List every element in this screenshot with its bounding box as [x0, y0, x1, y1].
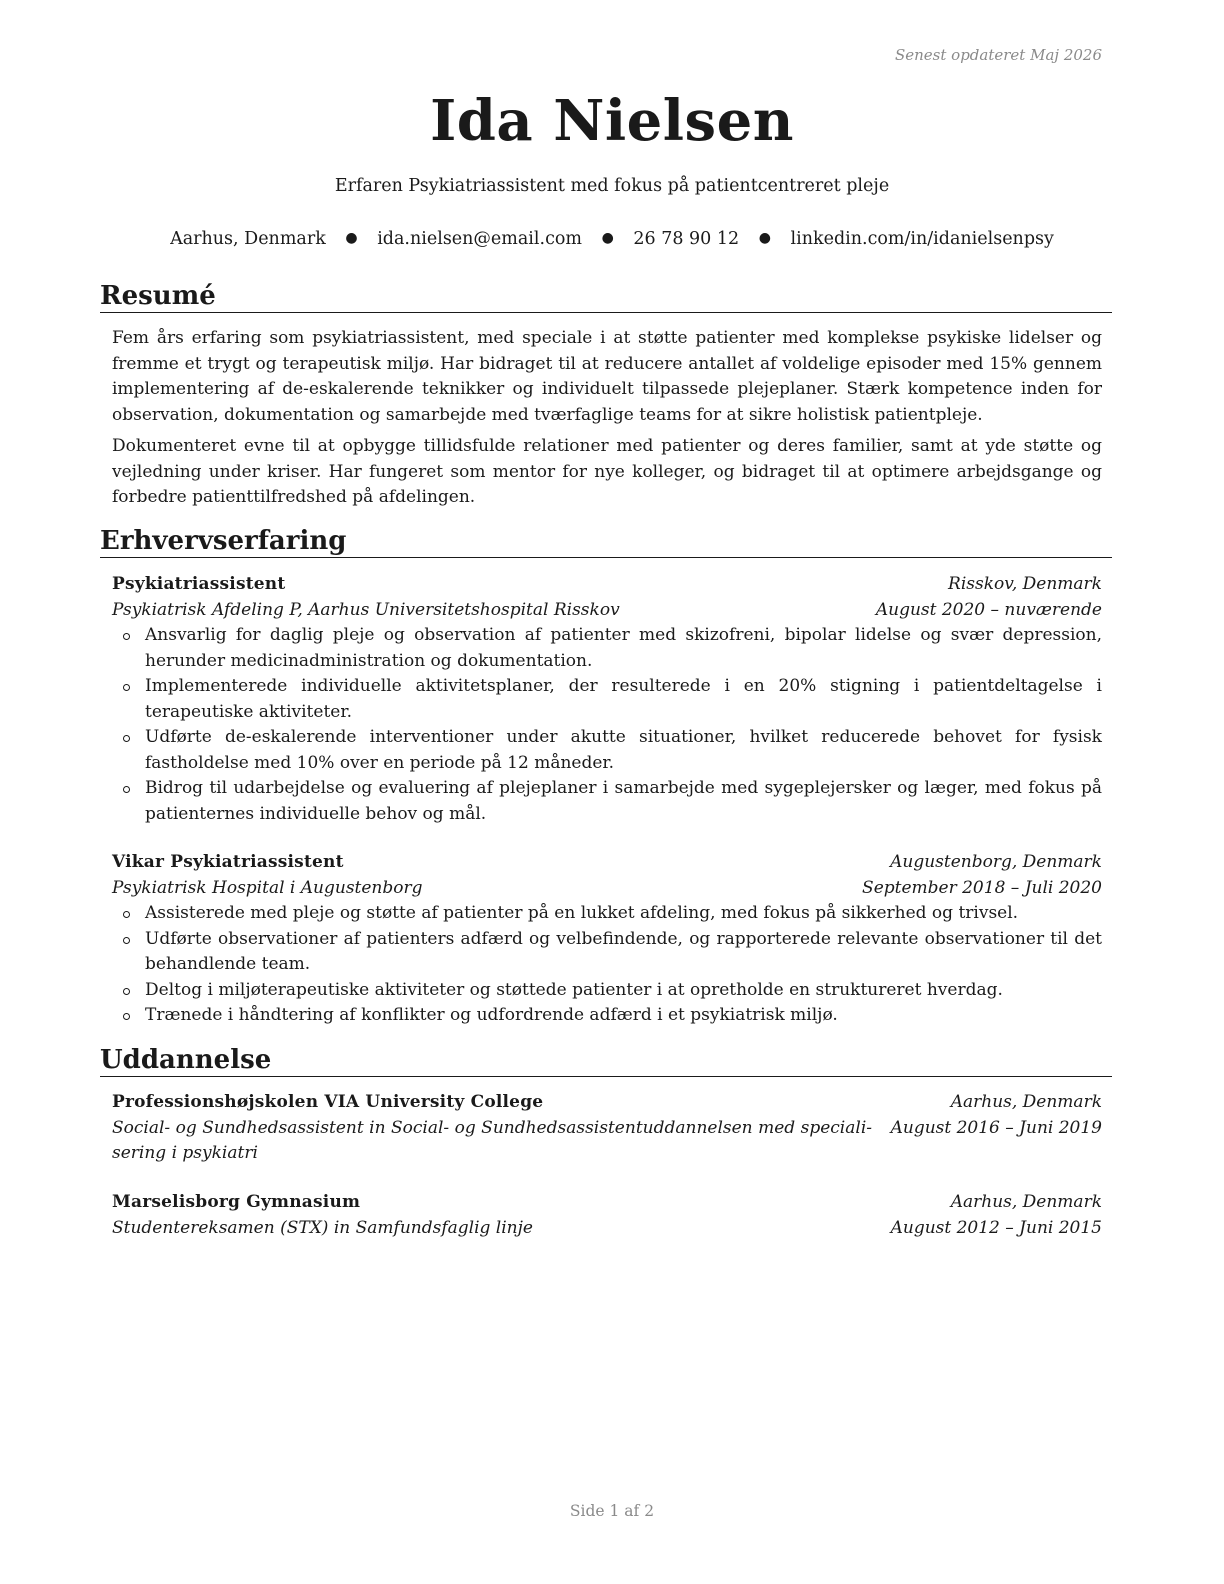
bullet-separator-icon: ● — [758, 230, 771, 246]
circle-bullet-icon — [123, 1013, 130, 1020]
job-title: Vikar Psykiatriassistent — [112, 852, 344, 872]
degree: Studentereksamen (STX) in Samfundsfaglig linje — [112, 1217, 533, 1238]
contact-location: Aarhus, Denmark — [170, 229, 326, 249]
contact-phone: 26 78 90 12 — [633, 229, 740, 249]
circle-bullet-icon — [123, 988, 130, 995]
list-item: Implementerede individuelle aktivitetsplaner, der resulterede i en 20% stigning i patientdeltagelse i terapeutiske aktiviteter. — [112, 674, 1102, 725]
education-entry — [112, 1090, 1102, 1167]
list-item: Ansvarlig for daglig pleje og observation af patienter med skizofreni, bipolar lidelse og svær depression, herunder medicinadministration og dokumentation. — [112, 623, 1102, 674]
job-bullets — [112, 901, 1102, 1029]
bullet-separator-icon: ● — [345, 230, 358, 246]
tagline: Erfaren Psykiatriassistent med fokus på patientcentreret pleje — [334, 176, 890, 196]
school-name: Marselisborg Gymnasium — [112, 1192, 361, 1212]
summary-paragraph: Fem års erfaring som psykiatriassistent, med speciale i at støtte patienter med komplekse psykiske lidelser og fremme et trygt og terapeutisk miljø. Har bidraget til at reducere antallet af voldelige episoder med 15% gennem implementering af de-eskalerende teknikker og individuelt tilpassede plejeplaner. Stærk kompetence inden for observation, dokumentation og samarbejde med tværfaglige teams for at sikre holistisk patientpleje. — [112, 328, 1102, 425]
experience-entry — [112, 572, 1102, 827]
circle-bullet-icon — [123, 911, 130, 918]
circle-bullet-icon — [123, 786, 130, 793]
list-item: Udførte observationer af patienters adfærd og velbefindende, og rapporterede relevante observationer til det behandlende team. — [112, 927, 1102, 978]
contact-linkedin[interactable]: linkedin.com/in/idanielsenpsy — [790, 229, 1054, 249]
job-dates: August 2020 – nuværende — [875, 599, 1102, 620]
job-dates: September 2018 – Juli 2020 — [862, 877, 1102, 898]
experience-entry — [112, 850, 1102, 1029]
circle-bullet-icon — [123, 735, 130, 742]
circle-bullet-icon — [123, 684, 130, 691]
section-title-summary: Resumé — [100, 280, 1112, 313]
contact-email[interactable]: ida.nielsen@email.com — [377, 229, 582, 249]
list-item: Deltog i miljøterapeutiske aktiviteter og støttede patienter i at opretholde en struktureret hverdag. — [112, 978, 1102, 1004]
job-bullets — [112, 623, 1102, 827]
contact-line — [0, 229, 1224, 249]
circle-bullet-icon — [123, 937, 130, 944]
circle-bullet-icon — [123, 633, 130, 640]
list-item: Assisterede med pleje og støtte af patienter på en lukket afdeling, med fokus på sikkerhed og trivsel. — [112, 901, 1102, 927]
summary-text — [112, 326, 1102, 517]
education-dates: August 2012 – Juni 2015 — [890, 1217, 1102, 1238]
school-location: Aarhus, Denmark — [950, 1192, 1102, 1212]
degree: Social- og Sundhedsassistent in Social- og Sundhedsassistentuddannelsen med speciali-sering i psykiatri — [112, 1117, 872, 1163]
job-location: Risskov, Denmark — [948, 574, 1102, 594]
list-item: Bidrog til udarbejdelse og evaluering af plejeplaner i samarbejde med sygeplejersker og læger, med fokus på patienternes individuelle behov og mål. — [112, 776, 1102, 827]
last-updated: Senest opdateret Maj 2026 — [894, 46, 1102, 64]
page-number: Side 1 af 2 — [569, 1502, 655, 1520]
job-title: Psykiatriassistent — [112, 574, 286, 594]
school-name: Professionshøjskolen VIA University College — [112, 1092, 544, 1112]
summary-paragraph: Dokumenteret evne til at opbygge tillidsfulde relationer med patienter og deres familier, samt at yde støtte og vejledning under kriser. Har fungeret som mentor for nye kolleger, og bidraget til at optimere arbejdsgange og forbedre patienttilfredshed på afdelingen. — [112, 436, 1102, 507]
section-title-experience: Erhvervserfaring — [100, 525, 1112, 558]
education-entry — [112, 1190, 1102, 1241]
employer: Psykiatrisk Hospital i Augustenborg — [112, 877, 423, 898]
school-location: Aarhus, Denmark — [950, 1092, 1102, 1112]
job-location: Augustenborg, Denmark — [890, 852, 1102, 872]
education-dates: August 2016 – Juni 2019 — [890, 1117, 1102, 1138]
employer: Psykiatrisk Afdeling P, Aarhus Universitetshospital Risskov — [112, 599, 620, 620]
list-item: Trænede i håndtering af konflikter og udfordrende adfærd i et psykiatrisk miljø. — [112, 1003, 1102, 1029]
bullet-separator-icon: ● — [601, 230, 614, 246]
candidate-name: Ida Nielsen — [430, 88, 794, 154]
section-title-education: Uddannelse — [100, 1044, 1112, 1077]
list-item: Udførte de-eskalerende interventioner under akutte situationer, hvilket reducerede behovet for fysisk fastholdelse med 10% over en periode på 12 måneder. — [112, 725, 1102, 776]
